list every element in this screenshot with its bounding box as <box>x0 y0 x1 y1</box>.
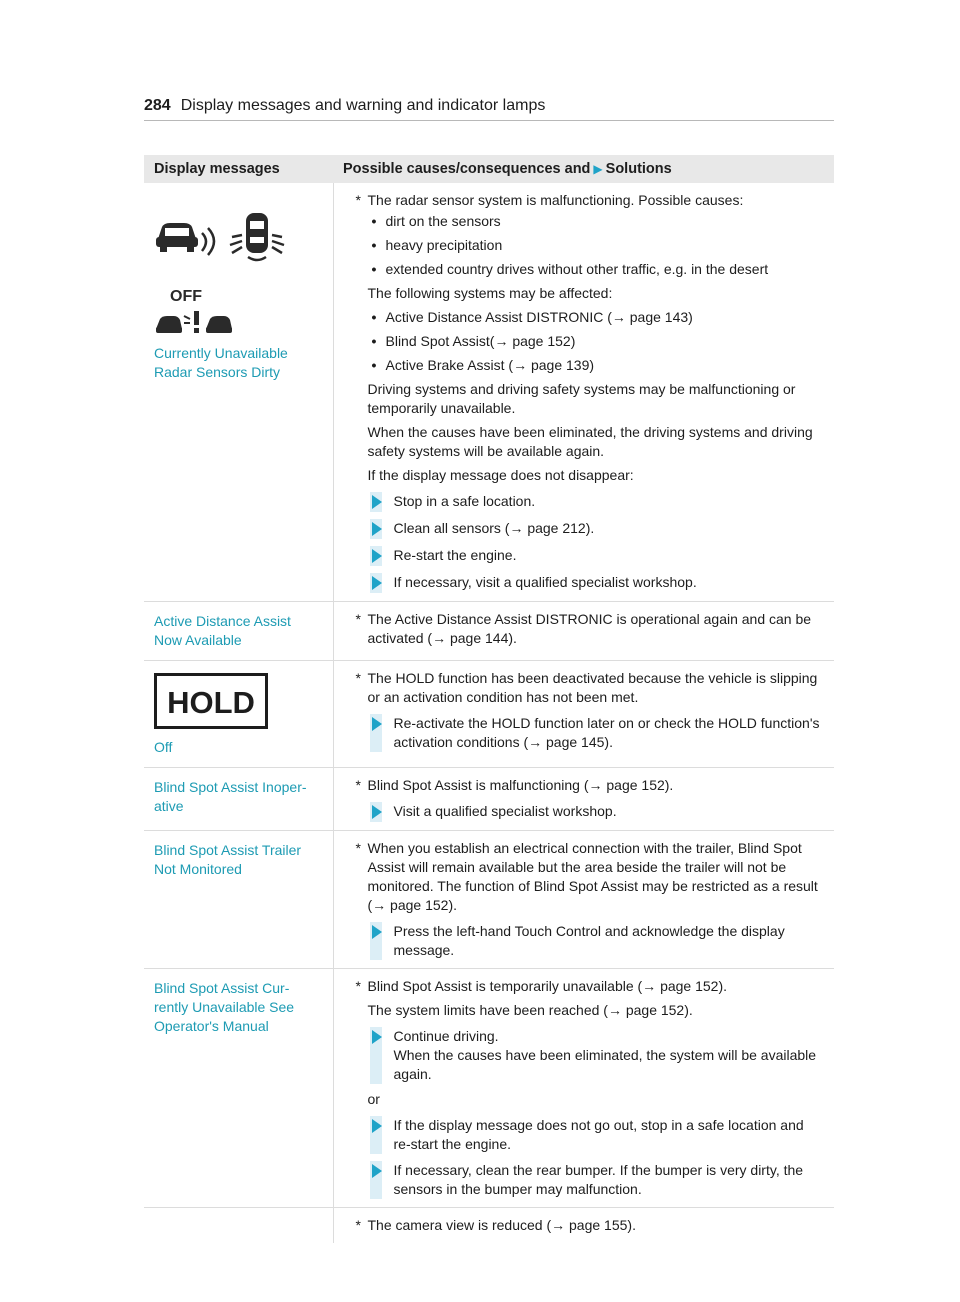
message-cell <box>144 831 333 969</box>
hold-icon <box>154 673 268 729</box>
asterisk: * <box>355 840 361 856</box>
solution-step: If necessary, clean the rear bumper. If the bumper is very dirty, the sensors in the bumper may malfunction. <box>368 1161 825 1199</box>
asterisk: * <box>355 777 361 793</box>
step-arrow-icon <box>370 546 382 566</box>
message-label: Blind Spot Assist Trailer Not Monitored <box>154 842 302 877</box>
step-arrow-icon <box>370 922 382 960</box>
step-arrow-icon <box>370 1161 382 1199</box>
asterisk: * <box>355 611 361 627</box>
message-label: Blind Spot Assist Cur- rently Unavailable See Operator's Manual <box>154 980 295 1034</box>
asterisk: * <box>355 1217 361 1233</box>
col-causes-solutions <box>333 155 834 183</box>
solution-step: If necessary, visit a qualified specialist workshop. <box>368 573 825 593</box>
page-header <box>144 92 834 121</box>
display-messages-table <box>144 155 834 1243</box>
solution-step: Re-activate the HOLD function later on or check the HOLD function's activation conditions (→ page 145). <box>368 714 825 752</box>
solution-step: If the display message does not go out, stop in a safe location and re-start the engine. <box>368 1116 825 1154</box>
list-item: • dirt on the sensors <box>368 212 825 231</box>
message-label: Off <box>154 739 173 755</box>
table-row <box>144 831 834 969</box>
table-row <box>144 768 834 831</box>
step-arrow-icon <box>370 714 382 752</box>
message-label: Blind Spot Assist Inoper- ative <box>154 779 307 814</box>
col-display-messages: Display messages <box>144 155 333 183</box>
solution-arrow-icon: ▶ <box>593 162 603 176</box>
message-cell <box>144 768 333 831</box>
message-cell <box>144 183 333 602</box>
col-causes-label: Possible causes/consequences and <box>343 161 591 177</box>
table-row <box>144 661 834 768</box>
step-arrow-icon <box>370 492 382 512</box>
step-arrow-icon <box>370 519 382 539</box>
table-header-row <box>144 155 834 183</box>
list-item: • extended country drives without other traffic, e.g. in the desert <box>368 260 825 279</box>
cause-cell: * Blind Spot Assist is temporarily unavailable (→ page 152). The system limits have been reached (→ page 152). Continue driving. When the causes have been eliminated, the system will be available again. or If the display message does not go out, stop in a safe location and re-start the engine. If necessary, clean the rear bumper. If the bumper is very dirty, the sensors in the bumper may malfunction. <box>333 969 834 1208</box>
list-item: • heavy precipitation <box>368 236 825 255</box>
svg-text:HOLD: HOLD <box>167 685 255 720</box>
list-item: • Active Distance Assist DISTRONIC (→ page 143) <box>368 308 825 327</box>
cause-cell: * When you establish an electrical connection with the trailer, Blind Spot Assist will remain available but the area beside the trailer will not be monitored. The function of Blind Spot Assist may be restricted as a result (→ page 152). Press the left-hand Touch Control and acknowledge the display message. <box>333 831 834 969</box>
cause-cell: * The Active Distance Assist DISTRONIC is operational again and can be activated (→ page 144). <box>333 602 834 661</box>
solution-step: Press the left-hand Touch Control and acknowledge the display message. <box>368 922 825 960</box>
table-row <box>144 969 834 1208</box>
affected-list <box>368 308 825 375</box>
solution-step: Visit a qualified specialist workshop. <box>368 802 825 822</box>
cause-cell: * The camera view is reduced (→ page 155). <box>355 1217 636 1233</box>
table-row <box>144 602 834 661</box>
asterisk: * <box>355 192 361 208</box>
list-item: • Blind Spot Assist(→ page 152) <box>368 332 825 351</box>
col-solutions-label: Solutions <box>605 161 672 177</box>
message-cell <box>144 1208 333 1244</box>
radar-sensor-warning-icon <box>154 199 294 339</box>
message-cell <box>144 661 333 768</box>
asterisk: * <box>355 670 361 686</box>
table-row <box>144 1208 834 1244</box>
solution-step: Stop in a safe location. <box>368 492 825 512</box>
table-row <box>144 183 834 602</box>
solution-step: Continue driving. When the causes have been eliminated, the system will be available again. <box>368 1027 825 1084</box>
solution-step: Clean all sensors (→ page 212). <box>368 519 825 539</box>
step-arrow-icon <box>370 1116 382 1154</box>
step-arrow-icon <box>370 573 382 593</box>
message-cell <box>144 969 333 1208</box>
step-arrow-icon <box>370 1027 382 1084</box>
cause-cell: * The radar sensor system is malfunctioning. Possible causes: • dirt on the sensors • heavy precipitation • extended country drives without other traffic, e.g. in the desert The following systems may be affected: • Active Distance Assist DISTRONIC (→ page 143) • Blind Spot Assist(→ page 152) • Active Brake Assist (→ page 139) Driving systems and driving safety systems may be malfunctioning or temporarily unavailable. When the causes have been eliminated, the driving systems and driving safety systems will be available again. If the display message does not disappear: Stop in a safe location. Clean all sensors (→ page 212). Re-start the engine. If necessary, visit a qualified specialist workshop. <box>333 183 834 602</box>
off-label: OFF <box>170 288 202 305</box>
cause-cell: * Blind Spot Assist is malfunctioning (→ page 152). Visit a qualified specialist workshop. <box>333 768 834 831</box>
or-label: or <box>367 1091 380 1107</box>
cause-list <box>368 212 825 279</box>
message-label: Active Distance Assist Now Available <box>154 613 291 648</box>
solution-step: Re-start the engine. <box>368 546 825 566</box>
list-item: • Active Brake Assist (→ page 139) <box>368 356 825 375</box>
step-arrow-icon <box>370 802 382 822</box>
page-title: Display messages and warning and indicator lamps <box>180 97 546 114</box>
message-label: Currently Unavailable Radar Sensors Dirty <box>154 345 288 380</box>
page-number: 284 <box>144 97 171 114</box>
asterisk: * <box>355 978 361 994</box>
message-cell <box>144 602 333 661</box>
cause-cell: * The HOLD function has been deactivated because the vehicle is slipping or an activation condition has not been met. Re-activate the HOLD function later on or check the HOLD function's activation conditions (→ page 145). <box>333 661 834 768</box>
